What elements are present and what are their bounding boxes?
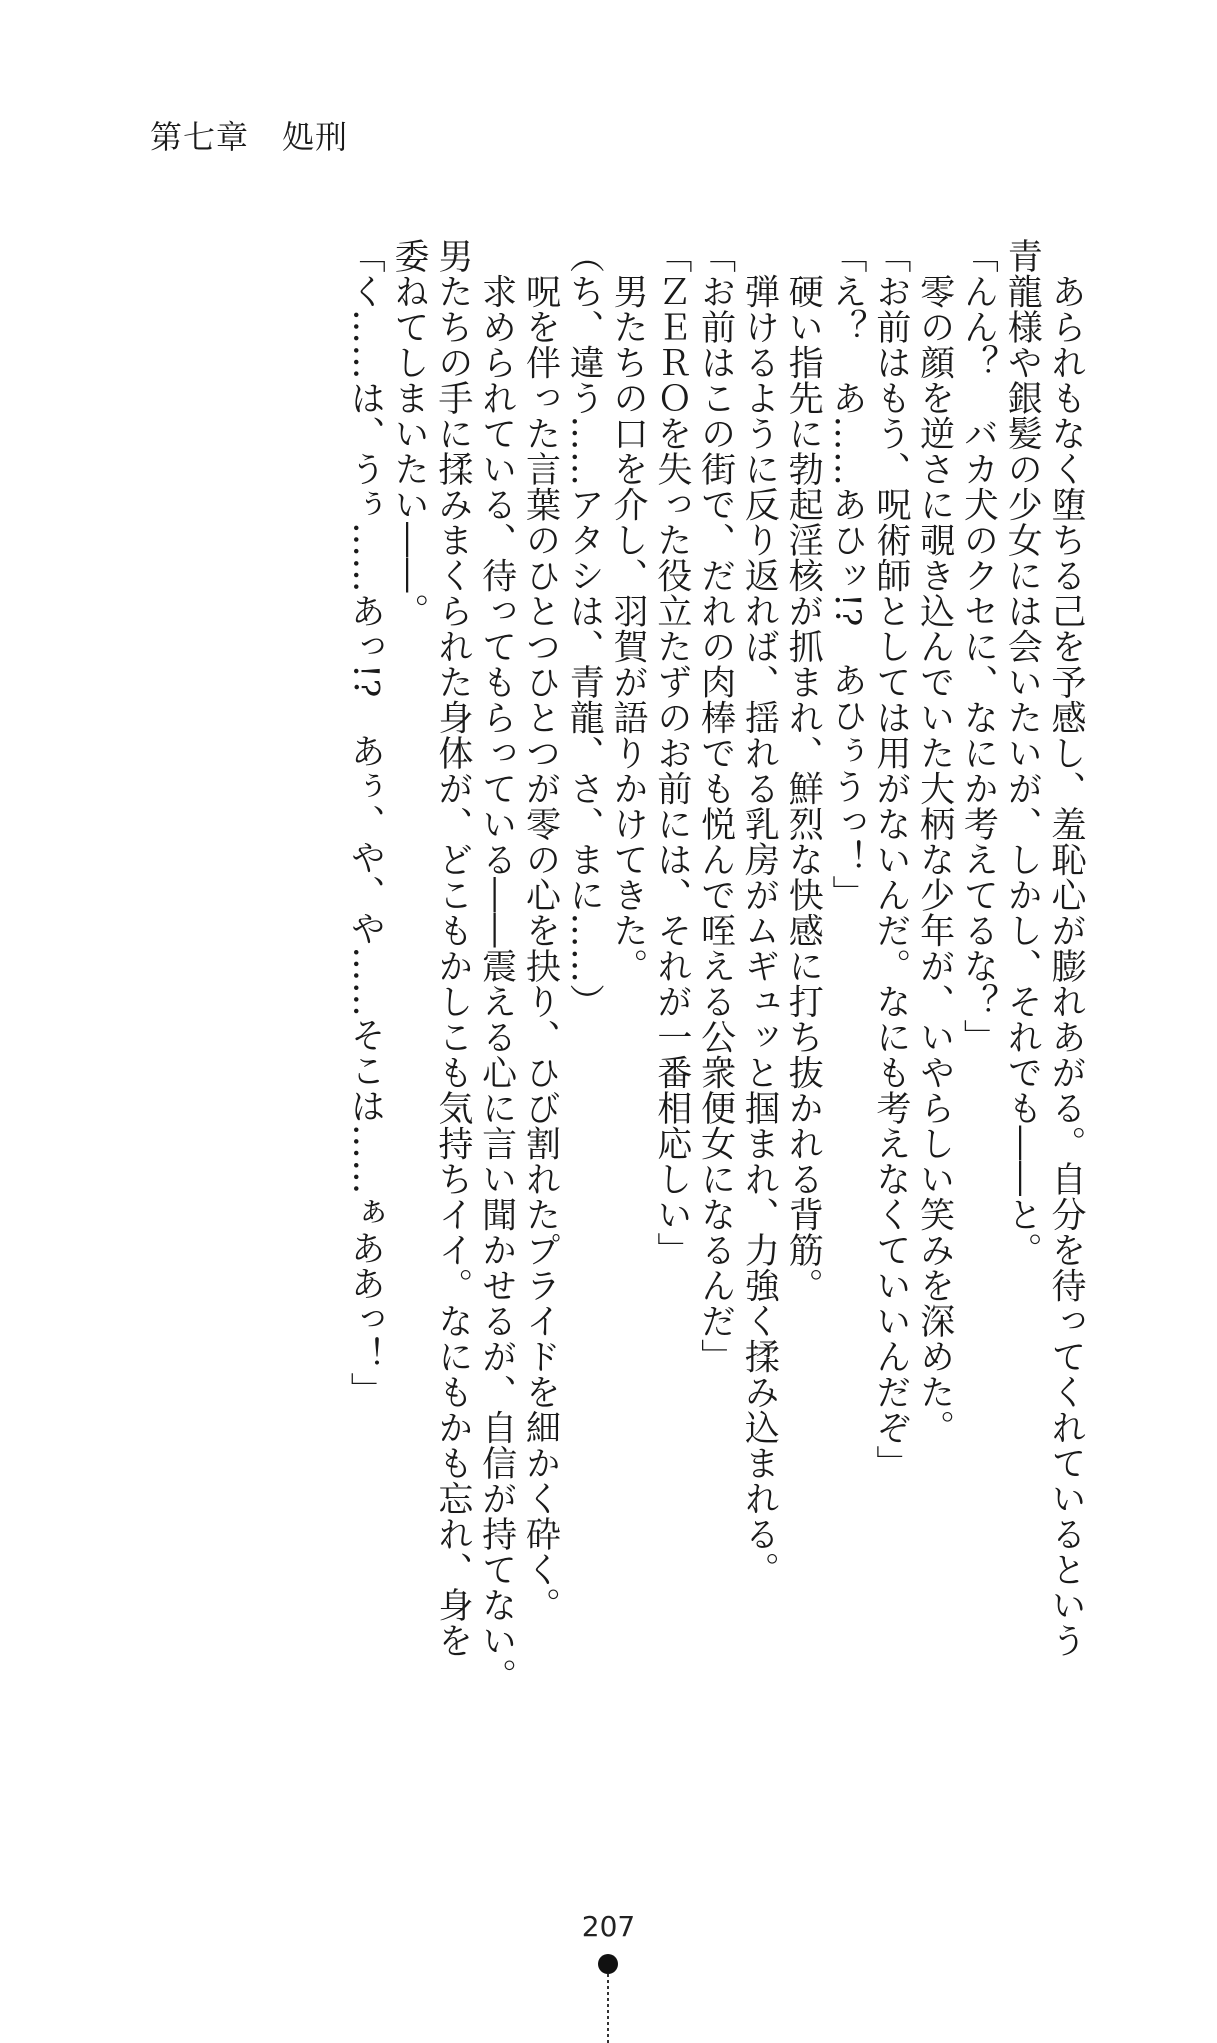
- vertical-body-text: [342, 238, 1087, 1848]
- text-line: 青龍様や銀髪の少女には会いたいが、しかし、それでも――と。: [1002, 238, 1043, 1268]
- text-line: 「お前はもう、呪術師としては用がないんだ。なにも考えなくていいんだぞ」: [870, 238, 911, 1481]
- text-line: 求められている、待ってもらっている――震える心に言い聞かせるが、自信が持てない。: [476, 238, 517, 1694]
- text-line: 男たちの口を介し、羽賀が語りかけてきた。: [608, 238, 649, 984]
- folio-dotted-line: [607, 1974, 609, 2043]
- text-line: （ち、違う……アタシは、青龍、さ、まに……）: [564, 238, 605, 1019]
- text-line: 委ねてしまいたい――。: [389, 238, 430, 629]
- text-line: 「んん？ バカ犬のクセに、なにか考えてるな？」: [958, 238, 999, 1055]
- text-line: あられもなく堕ちる己を予感し、羞恥心が膨れあがる。自分を待ってくれているという: [1046, 238, 1086, 1658]
- folio-ornament: [598, 1954, 618, 2043]
- text-line: 弾けるように反り返れば、揺れる乳房がムギュッと掴まれ、力強く揉み込まれる。: [739, 238, 780, 1587]
- running-header: 第七章 処刑: [150, 118, 349, 156]
- text-line: 零の顔を逆さに覗き込んでいた大柄な少年が、いやらしい笑みを深めた。: [914, 238, 955, 1445]
- text-line: 「お前はこの街で、だれの肉棒でも悦んで咥える公衆便女になるんだ」: [695, 238, 736, 1374]
- text-line: 「え？ あ……あひッ!? あひぅうっ！」: [827, 238, 868, 911]
- text-line: 硬い指先に勃起淫核が抓まれ、鮮烈な快感に打ち抜かれる背筋。: [783, 238, 824, 1303]
- page-number: 207: [581, 1910, 636, 1943]
- text-line: 男たちの手に揉みまくられた身体が、どこもかしこも気持ちイイ。なにもかも忘れ、身を: [432, 238, 473, 1658]
- text-line: 「く……は、うぅ……あっ!? あぅ、や、や……そこは……ぁああっ！」: [345, 238, 386, 1408]
- text-line: 呪を伴った言葉のひとつひとつが零の心を抉り、ひび割れたプライドを細かく砕く。: [520, 238, 561, 1623]
- text-line: 「ＺＥＲＯを失った役立たずのお前には、それが一番相応しい」: [651, 238, 692, 1268]
- folio-dot-icon: [598, 1954, 618, 1974]
